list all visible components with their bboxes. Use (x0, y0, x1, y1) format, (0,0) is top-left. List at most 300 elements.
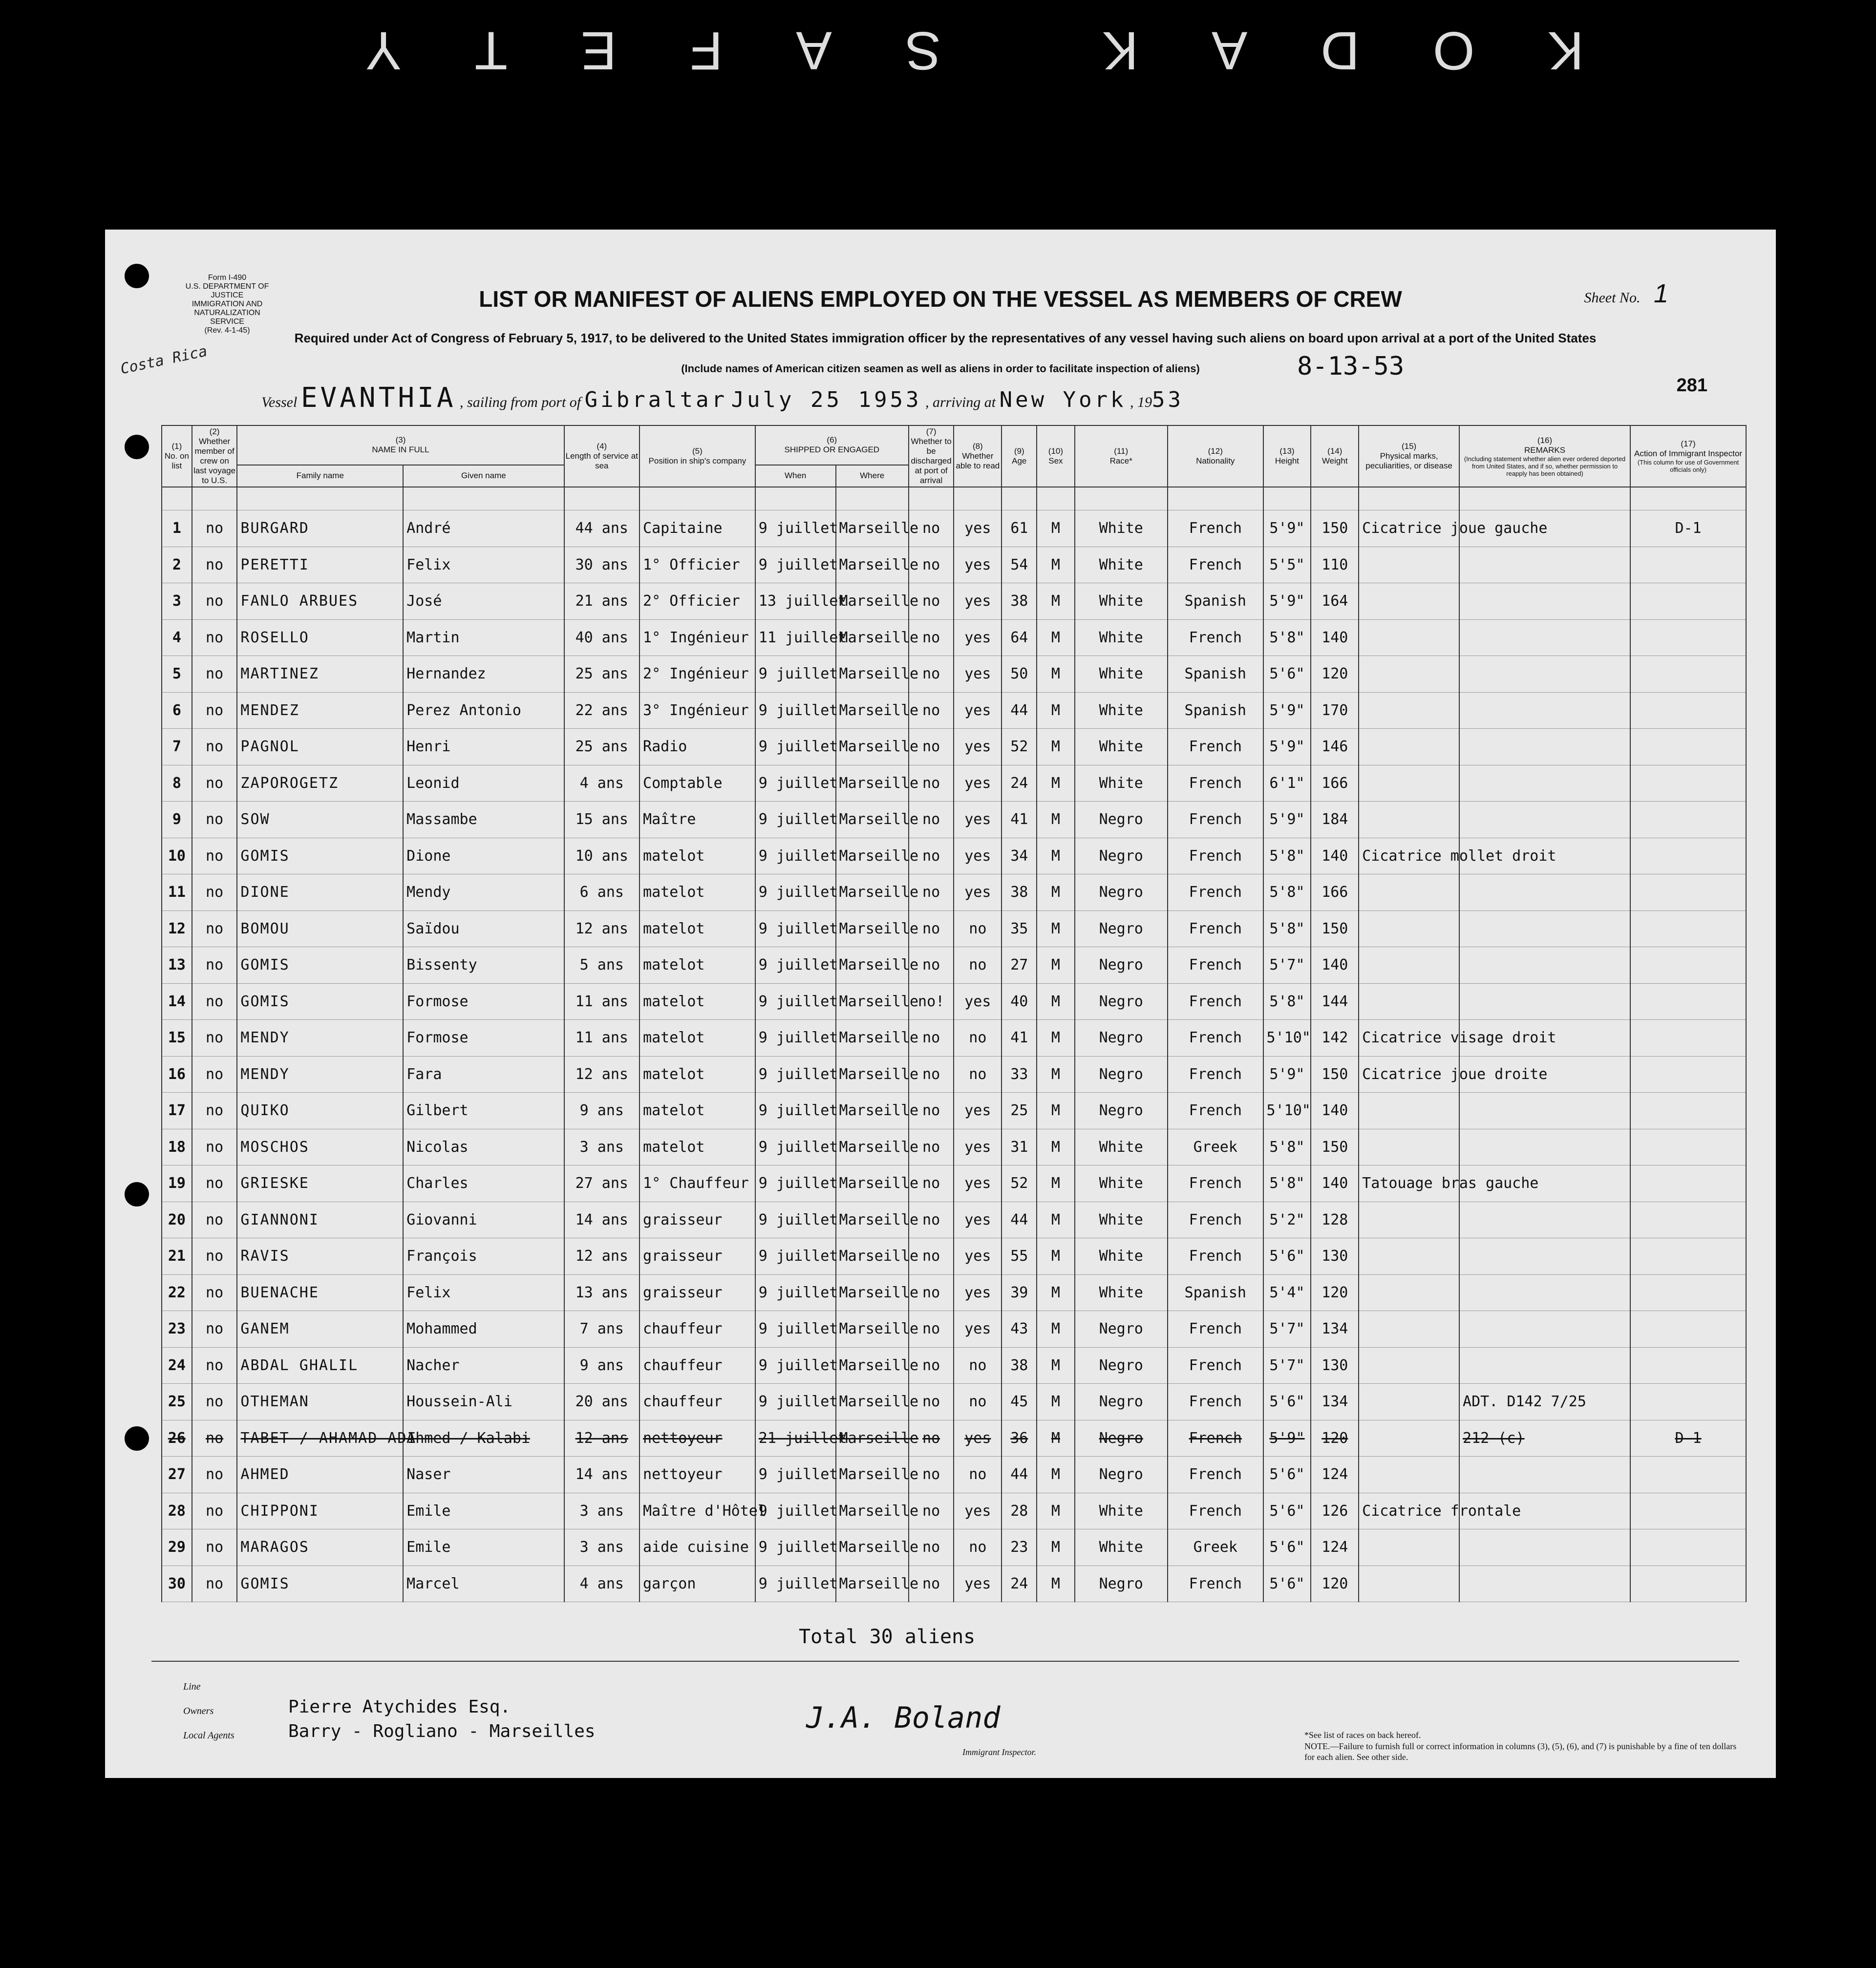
sailing-date: July 25 1953 (731, 387, 922, 412)
shipped-where-cell: Marseille (836, 1457, 909, 1493)
discharge-cell: no (909, 1347, 954, 1384)
shipped-when-cell: 9 juillet (755, 1056, 836, 1093)
arrival-port: New York (999, 387, 1127, 412)
crew-row (162, 1129, 1746, 1165)
given-name-cell: Bissenty (403, 947, 564, 984)
shipped-when-cell: 9 juillet (755, 547, 836, 583)
header-where: Where (836, 465, 909, 487)
sex-cell: M (1037, 729, 1074, 765)
weight-cell: 126 (1311, 1493, 1359, 1529)
inspector-action-cell (1630, 1347, 1746, 1384)
header-sex: Sex (1048, 456, 1063, 466)
nationality-cell: French (1168, 983, 1263, 1020)
family-name-cell: GOMIS (237, 983, 403, 1020)
row-number-cell: 20 (162, 1202, 192, 1238)
given-name-cell: Massambe (403, 802, 564, 838)
position-cell: aide cuisine (640, 1529, 755, 1566)
previous-voyage-cell: no (192, 838, 237, 874)
nationality-cell: French (1168, 838, 1263, 874)
given-name-cell: Perez Antonio (403, 692, 564, 729)
shipped-where-cell: Marseille (836, 1056, 909, 1093)
inspector-action-cell (1630, 729, 1746, 765)
crew-row (162, 510, 1746, 547)
age-cell: 50 (1002, 656, 1037, 693)
able-to-read-cell: yes (954, 838, 1002, 874)
physical-marks-cell (1359, 1202, 1459, 1238)
previous-voyage-cell: no (192, 1274, 237, 1311)
able-to-read-cell: no (954, 1457, 1002, 1493)
column-number: (14) (1327, 446, 1343, 456)
shipped-where-cell: Marseille (836, 1384, 909, 1420)
shipped-where-cell: Marseille (836, 1274, 909, 1311)
family-name-cell: GOMIS (237, 838, 403, 874)
length-of-service-cell: 22 ans (564, 692, 640, 729)
previous-voyage-cell: no (192, 547, 237, 583)
discharge-cell: no (909, 656, 954, 693)
nationality-cell: French (1168, 1020, 1263, 1057)
race-cell: Negro (1075, 1347, 1168, 1384)
header-position: Position in ship's company (648, 456, 746, 466)
shipped-when-cell: 9 juillet (755, 838, 836, 874)
inspector-action-cell (1630, 656, 1746, 693)
crew-row (162, 547, 1746, 583)
given-name-cell: Ahmed / Kalabi (403, 1420, 564, 1457)
discharge-cell: no! (909, 983, 954, 1020)
inspector-action-cell (1630, 1238, 1746, 1275)
page-number: 281 (1676, 375, 1707, 396)
header-shipped-or-engaged: SHIPPED OR ENGAGED (784, 445, 880, 455)
inspector-action-cell (1630, 1493, 1746, 1529)
position-cell: matelot (640, 910, 755, 947)
shipped-where-cell: Marseille (836, 874, 909, 911)
weight-cell: 164 (1311, 583, 1359, 620)
able-to-read-cell: yes (954, 510, 1002, 547)
age-cell: 28 (1002, 1493, 1037, 1529)
race-cell: Negro (1075, 802, 1168, 838)
form-title: LIST OR MANIFEST OF ALIENS EMPLOYED ON THE VESSEL AS MEMBERS OF CREW (479, 286, 1402, 312)
weight-cell: 150 (1311, 1056, 1359, 1093)
given-name-cell: Houssein-Ali (403, 1384, 564, 1420)
able-to-read-cell: yes (954, 1238, 1002, 1275)
able-to-read-cell: no (954, 1384, 1002, 1420)
physical-marks-cell (1359, 1529, 1459, 1566)
inspector-action-cell (1630, 1056, 1746, 1093)
row-number-cell: 5 (162, 656, 192, 693)
family-name-cell: GANEM (237, 1311, 403, 1348)
previous-voyage-cell: no (192, 1202, 237, 1238)
row-number-cell: 14 (162, 983, 192, 1020)
vessel-label: Vessel (261, 394, 298, 410)
race-cell: White (1075, 1202, 1168, 1238)
sex-cell: M (1037, 1202, 1074, 1238)
shipped-where-cell: Marseille (836, 1347, 909, 1384)
age-cell: 27 (1002, 947, 1037, 984)
row-number-cell: 30 (162, 1566, 192, 1602)
given-name-cell: Saïdou (403, 910, 564, 947)
family-name-cell: QUIKO (237, 1093, 403, 1129)
weight-cell: 110 (1311, 547, 1359, 583)
nationality-cell: French (1168, 1093, 1263, 1129)
able-to-read-cell: yes (954, 983, 1002, 1020)
previous-voyage-cell: no (192, 874, 237, 911)
row-number-cell: 29 (162, 1529, 192, 1566)
position-cell: Radio (640, 729, 755, 765)
remarks-cell (1459, 1129, 1630, 1165)
inspector-label: Immigrant Inspector. (962, 1747, 1036, 1757)
remarks-cell (1459, 1529, 1630, 1566)
discharge-cell: no (909, 1129, 954, 1165)
given-name-cell: Hernandez (403, 656, 564, 693)
length-of-service-cell: 12 ans (564, 910, 640, 947)
remarks-cell (1459, 547, 1630, 583)
remarks-cell (1459, 729, 1630, 765)
sex-cell: M (1037, 1129, 1074, 1165)
position-cell: 2° Officier (640, 583, 755, 620)
column-number: (8) (972, 442, 983, 451)
shipped-when-cell: 9 juillet (755, 874, 836, 911)
remarks-cell (1459, 947, 1630, 984)
weight-cell: 140 (1311, 619, 1359, 656)
discharge-cell: no (909, 1238, 954, 1275)
inspector-action-cell (1630, 547, 1746, 583)
discharge-cell: no (909, 1384, 954, 1420)
crew-row (162, 619, 1746, 656)
age-cell: 38 (1002, 874, 1037, 911)
race-cell: Negro (1075, 1056, 1168, 1093)
header-nationality: Nationality (1196, 456, 1235, 466)
remarks-cell (1459, 874, 1630, 911)
shipped-when-cell: 9 juillet (755, 729, 836, 765)
age-cell: 23 (1002, 1529, 1037, 1566)
inspector-action-cell (1630, 1129, 1746, 1165)
able-to-read-cell: yes (954, 1129, 1002, 1165)
length-of-service-cell: 44 ans (564, 510, 640, 547)
header-length-of-service: Length of service at sea (565, 451, 638, 470)
inspector-action-cell: D-1 (1630, 510, 1746, 547)
header-remarks: REMARKS (1524, 445, 1566, 455)
vessel-name: EVANTHIA (300, 382, 456, 414)
crew-row (162, 1020, 1746, 1057)
header-previous-voyage: Whether member of crew on last voyage to U.S. (193, 437, 236, 485)
shipped-where-cell: Marseille (836, 1238, 909, 1275)
race-cell: Negro (1075, 874, 1168, 911)
column-number: (13) (1279, 446, 1295, 456)
shipped-where-cell: Marseille (836, 692, 909, 729)
previous-voyage-cell: no (192, 1384, 237, 1420)
given-name-cell: José (403, 583, 564, 620)
crew-row (162, 1384, 1746, 1420)
able-to-read-cell: yes (954, 547, 1002, 583)
weight-cell: 184 (1311, 802, 1359, 838)
sex-cell: M (1037, 1056, 1074, 1093)
shipped-where-cell: Marseille (836, 729, 909, 765)
height-cell: 5'2" (1263, 1202, 1311, 1238)
race-cell: White (1075, 583, 1168, 620)
weight-cell: 134 (1311, 1311, 1359, 1348)
sex-cell: M (1037, 1420, 1074, 1457)
discharge-cell: no (909, 547, 954, 583)
shipped-where-cell: Marseille (836, 656, 909, 693)
previous-voyage-cell: no (192, 802, 237, 838)
agents-label: Local Agents (183, 1730, 234, 1741)
height-cell: 5'6" (1263, 1457, 1311, 1493)
shipped-when-cell: 9 juillet (755, 1020, 836, 1057)
able-to-read-cell: yes (954, 765, 1002, 802)
family-name-cell: FANLO ARBUES (237, 583, 403, 620)
given-name-cell: Nacher (403, 1347, 564, 1384)
previous-voyage-cell: no (192, 947, 237, 984)
family-name-cell: MENDY (237, 1020, 403, 1057)
crew-row (162, 947, 1746, 984)
length-of-service-cell: 25 ans (564, 656, 640, 693)
sex-cell: M (1037, 1529, 1074, 1566)
nationality-cell: French (1168, 1493, 1263, 1529)
family-name-cell: RAVIS (237, 1238, 403, 1275)
weight-cell: 120 (1311, 1420, 1359, 1457)
age-cell: 52 (1002, 729, 1037, 765)
age-cell: 41 (1002, 1020, 1037, 1057)
height-cell: 5'6" (1263, 1384, 1311, 1420)
weight-cell: 150 (1311, 910, 1359, 947)
sex-cell: M (1037, 692, 1074, 729)
row-number-cell: 11 (162, 874, 192, 911)
shipped-where-cell: Marseille (836, 765, 909, 802)
physical-marks-cell: Cicatrice visage droit (1359, 1020, 1459, 1057)
discharge-cell: no (909, 838, 954, 874)
given-name-cell: Martin (403, 619, 564, 656)
discharge-cell: no (909, 510, 954, 547)
physical-marks-cell: Cicatrice frontale (1359, 1493, 1459, 1529)
able-to-read-cell: yes (954, 1274, 1002, 1311)
shipped-where-cell: Marseille (836, 619, 909, 656)
previous-voyage-cell: no (192, 910, 237, 947)
race-cell: Negro (1075, 1093, 1168, 1129)
column-number: (11) (1114, 446, 1129, 456)
shipped-when-cell: 9 juillet (755, 1129, 836, 1165)
row-number-cell: 16 (162, 1056, 192, 1093)
column-number: (2) (209, 427, 220, 436)
able-to-read-cell: no (954, 910, 1002, 947)
age-cell: 64 (1002, 619, 1037, 656)
film-edge (0, 0, 1876, 147)
family-name-cell: CHIPPONI (237, 1493, 403, 1529)
height-cell: 5'6" (1263, 1566, 1311, 1602)
remarks-cell (1459, 619, 1630, 656)
manifest-sheet (105, 230, 1776, 1778)
physical-marks-cell (1359, 1129, 1459, 1165)
previous-voyage-cell: no (192, 619, 237, 656)
height-cell: 5'10" (1263, 1093, 1311, 1129)
age-cell: 36 (1002, 1420, 1037, 1457)
height-cell: 5'9" (1263, 1420, 1311, 1457)
arrival-date-note: 8-13-53 (1297, 352, 1405, 381)
column-number: (1) (171, 442, 182, 451)
position-cell: chauffeur (640, 1384, 755, 1420)
column-number: (16) (1537, 435, 1553, 445)
shipped-where-cell: Marseille (836, 983, 909, 1020)
column-number: (15) (1401, 442, 1417, 451)
sex-cell: M (1037, 510, 1074, 547)
weight-cell: 150 (1311, 1129, 1359, 1165)
length-of-service-cell: 40 ans (564, 619, 640, 656)
row-number-cell: 1 (162, 510, 192, 547)
crew-row (162, 1238, 1746, 1275)
crew-row (162, 838, 1746, 874)
family-name-cell: DIONE (237, 874, 403, 911)
given-name-cell: Henri (403, 729, 564, 765)
shipped-when-cell: 9 juillet (755, 1566, 836, 1602)
row-number-cell: 3 (162, 583, 192, 620)
film-edge-text: KODAK SAFETY (292, 21, 1584, 81)
height-cell: 6'1" (1263, 765, 1311, 802)
header-age: Age (1012, 456, 1027, 466)
shipped-where-cell: Marseille (836, 1566, 909, 1602)
sex-cell: M (1037, 874, 1074, 911)
sex-cell: M (1037, 1566, 1074, 1602)
previous-voyage-cell: no (192, 1493, 237, 1529)
weight-cell: 124 (1311, 1529, 1359, 1566)
family-name-cell: PAGNOL (237, 729, 403, 765)
discharge-cell: no (909, 765, 954, 802)
crew-row (162, 1311, 1746, 1348)
crew-row (162, 1202, 1746, 1238)
header-remarks-note: (Including statement whether alien ever ordered deported from United States, and if so, whether permission to reapply has been obtained) (1464, 455, 1626, 477)
header-discharged: Whether to be discharged at port of arrival (911, 437, 952, 485)
height-cell: 5'8" (1263, 874, 1311, 911)
remarks-cell (1459, 802, 1630, 838)
discharge-cell: no (909, 910, 954, 947)
arriving-label: , arriving at (925, 394, 996, 410)
position-cell: matelot (640, 1020, 755, 1057)
nationality-cell: French (1168, 1566, 1263, 1602)
row-number-cell: 22 (162, 1274, 192, 1311)
physical-marks-cell (1359, 910, 1459, 947)
discharge-cell: no (909, 1493, 954, 1529)
crew-row (162, 692, 1746, 729)
position-cell: matelot (640, 1056, 755, 1093)
weight-cell: 170 (1311, 692, 1359, 729)
previous-voyage-cell: no (192, 583, 237, 620)
family-name-cell: MENDY (237, 1056, 403, 1093)
able-to-read-cell: no (954, 947, 1002, 984)
given-name-cell: Felix (403, 547, 564, 583)
race-cell: White (1075, 510, 1168, 547)
nationality-cell: French (1168, 1457, 1263, 1493)
column-number: (10) (1048, 446, 1064, 456)
length-of-service-cell: 11 ans (564, 1020, 640, 1057)
position-cell: chauffeur (640, 1311, 755, 1348)
column-number: (6) (827, 435, 837, 445)
discharge-cell: no (909, 1566, 954, 1602)
shipped-where-cell: Marseille (836, 583, 909, 620)
shipped-when-cell: 9 juillet (755, 983, 836, 1020)
able-to-read-cell: yes (954, 1093, 1002, 1129)
shipped-where-cell: Marseille (836, 947, 909, 984)
inspector-action-cell (1630, 1384, 1746, 1420)
previous-voyage-cell: no (192, 1238, 237, 1275)
shipped-when-cell: 9 juillet (755, 1165, 836, 1202)
physical-marks-cell (1359, 1457, 1459, 1493)
nationality-cell: Spanish (1168, 1274, 1263, 1311)
nationality-cell: Greek (1168, 1529, 1263, 1566)
discharge-cell: no (909, 1420, 954, 1457)
shipped-when-cell: 9 juillet (755, 1238, 836, 1275)
able-to-read-cell: yes (954, 1311, 1002, 1348)
row-number-cell: 7 (162, 729, 192, 765)
row-number-cell: 12 (162, 910, 192, 947)
weight-cell: 150 (1311, 510, 1359, 547)
sex-cell: M (1037, 1274, 1074, 1311)
penalty-note: NOTE.—Failure to furnish full or correct information in columns (3), (5), (6), and (7) is punishable by a fine of ten dollars for each alien. See other side. (1304, 1741, 1737, 1762)
length-of-service-cell: 14 ans (564, 1457, 640, 1493)
race-cell: White (1075, 656, 1168, 693)
inspector-action-cell (1630, 1311, 1746, 1348)
physical-marks-cell (1359, 547, 1459, 583)
able-to-read-cell: yes (954, 729, 1002, 765)
race-cell: White (1075, 765, 1168, 802)
physical-marks-cell (1359, 656, 1459, 693)
discharge-cell: no (909, 1056, 954, 1093)
inspector-action-cell (1630, 1529, 1746, 1566)
year-prefix: , 19 (1130, 394, 1152, 410)
discharge-cell: no (909, 802, 954, 838)
row-number-cell: 15 (162, 1020, 192, 1057)
nationality-cell: French (1168, 1056, 1263, 1093)
physical-marks-cell (1359, 619, 1459, 656)
inspector-action-cell (1630, 619, 1746, 656)
remarks-cell (1459, 656, 1630, 693)
nationality-cell: French (1168, 510, 1263, 547)
inspector-signature: J.A. Boland (806, 1701, 1001, 1735)
row-number-cell: 18 (162, 1129, 192, 1165)
position-cell: 1° Officier (640, 547, 755, 583)
shipped-when-cell: 9 juillet (755, 1384, 836, 1420)
remarks-cell (1459, 583, 1630, 620)
previous-voyage-cell: no (192, 765, 237, 802)
manifest-footer (151, 1661, 1739, 1762)
able-to-read-cell: no (954, 1347, 1002, 1384)
row-number-cell: 24 (162, 1347, 192, 1384)
previous-voyage-cell: no (192, 1020, 237, 1057)
position-cell: matelot (640, 947, 755, 984)
age-cell: 38 (1002, 583, 1037, 620)
race-cell: Negro (1075, 1420, 1168, 1457)
family-name-cell: ABDAL GHALIL (237, 1347, 403, 1384)
height-cell: 5'8" (1263, 1165, 1311, 1202)
length-of-service-cell: 12 ans (564, 1420, 640, 1457)
height-cell: 5'10" (1263, 1020, 1311, 1057)
shipped-where-cell: Marseille (836, 1202, 909, 1238)
family-name-cell: OTHEMAN (237, 1384, 403, 1420)
height-cell: 5'6" (1263, 1238, 1311, 1275)
given-name-cell: Fara (403, 1056, 564, 1093)
crew-row (162, 1056, 1746, 1093)
age-cell: 40 (1002, 983, 1037, 1020)
height-cell: 5'4" (1263, 1274, 1311, 1311)
form-instruction: (Include names of American citizen seamen as well as aliens in order to facilitate inspection of aliens) (681, 362, 1200, 375)
crew-rows (162, 487, 1746, 1602)
shipped-when-cell: 9 juillet (755, 1529, 836, 1566)
row-number-cell: 23 (162, 1311, 192, 1348)
height-cell: 5'6" (1263, 1529, 1311, 1566)
previous-voyage-cell: no (192, 1165, 237, 1202)
shipped-when-cell: 9 juillet (755, 910, 836, 947)
discharge-cell: no (909, 1165, 954, 1202)
height-cell: 5'9" (1263, 692, 1311, 729)
sex-cell: M (1037, 1457, 1074, 1493)
sex-cell: M (1037, 583, 1074, 620)
sex-cell: M (1037, 910, 1074, 947)
